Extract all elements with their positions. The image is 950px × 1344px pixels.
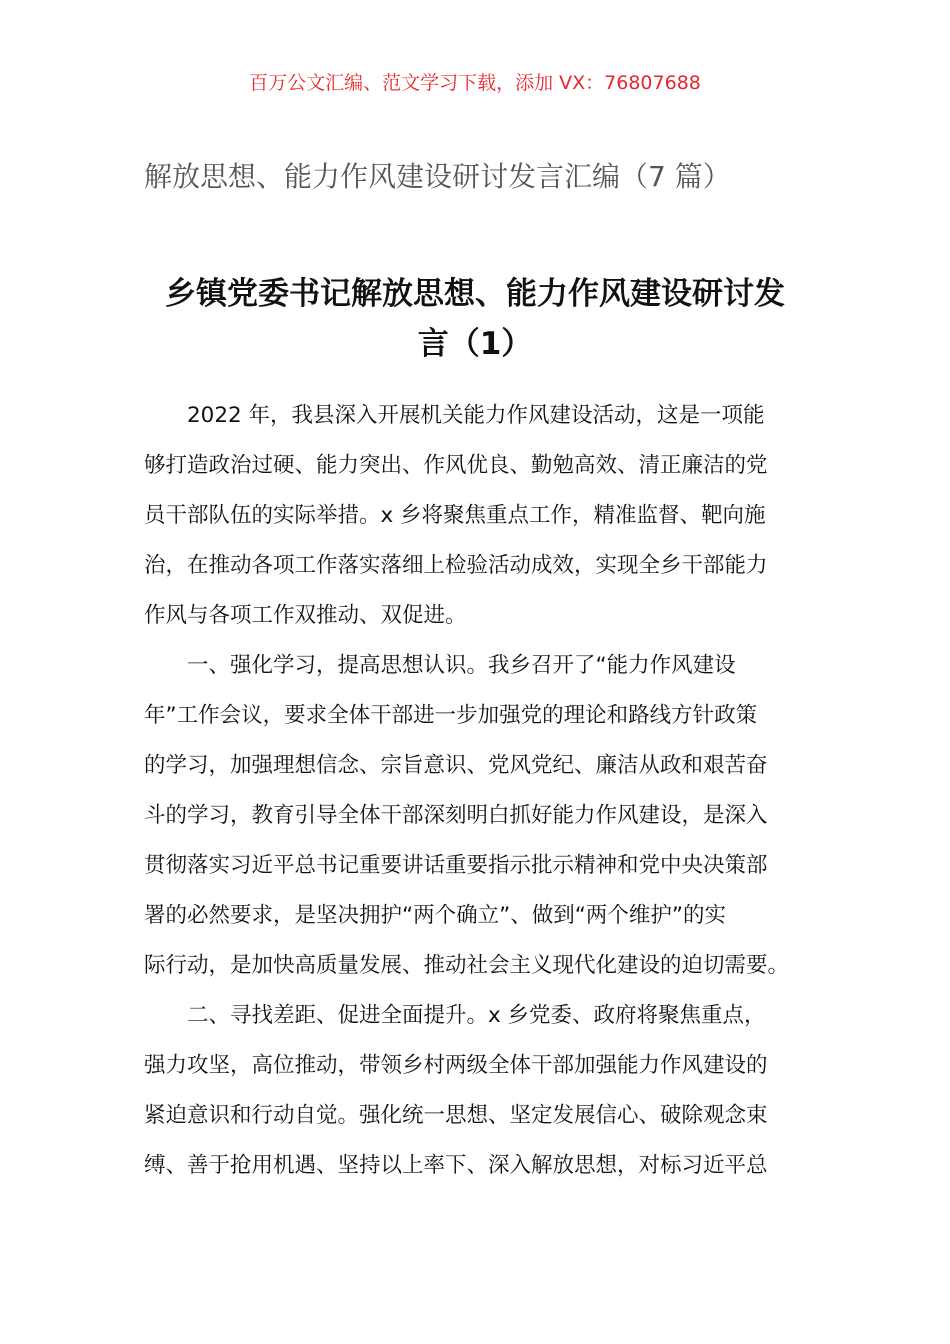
collection-title: 解放思想、能力作风建设研讨发言汇编（7 篇）	[144, 160, 731, 193]
body-line: 际行动，是加快高质量发展、推动社会主义现代化建设的迫切需要。	[144, 953, 790, 978]
body-line: 贯彻落实习近平总书记重要讲话重要指示批示精神和党中央决策部	[144, 853, 768, 878]
body-line: 员干部队伍的实际举措。x 乡将聚焦重点工作，精准监督、靶向施	[144, 503, 766, 528]
body-line: 年”工作会议，要求全体干部进一步加强党的理论和路线方针政策	[144, 703, 758, 728]
body-line: 的学习，加强理想信念、宗旨意识、党风党纪、廉洁从政和艰苦奋	[144, 753, 768, 778]
body-line: 治，在推动各项工作落实落细上检验活动成效，实现全乡干部能力	[144, 553, 768, 578]
body-line: 强力攻坚，高位推动，带领乡村两级全体干部加强能力作风建设的	[144, 1053, 768, 1078]
body-line: 署的必然要求，是坚决拥护“两个确立”、做到“两个维护”的实	[144, 903, 727, 928]
body-line: 斗的学习，教育引导全体干部深刻明白抓好能力作风建设，是深入	[144, 803, 768, 828]
body-line: 一、强化学习，提高思想认识。我乡召开了“能力作风建设	[144, 653, 736, 678]
article-title-line-2: 言（1）	[417, 326, 533, 362]
watermark-header: 百万公文汇编、范文学习下载，添加 VX：76807688	[249, 72, 701, 94]
article-title-line-1: 乡镇党委书记解放思想、能力作风建设研讨发	[165, 276, 785, 312]
body-line: 二、寻找差距、促进全面提升。x 乡党委、政府将聚焦重点，	[144, 1003, 766, 1028]
body-line: 缚、善于抢用机遇、坚持以上率下、深入解放思想，对标习近平总	[144, 1153, 768, 1178]
body-line: 紧迫意识和行动自觉。强化统一思想、坚定发展信心、破除观念束	[144, 1103, 768, 1128]
body-line: 2022 年，我县深入开展机关能力作风建设活动，这是一项能	[144, 403, 765, 428]
body-line: 作风与各项工作双推动、双促进。	[144, 603, 467, 628]
body-line: 够打造政治过硬、能力突出、作风优良、勤勉高效、清正廉洁的党	[144, 453, 768, 478]
